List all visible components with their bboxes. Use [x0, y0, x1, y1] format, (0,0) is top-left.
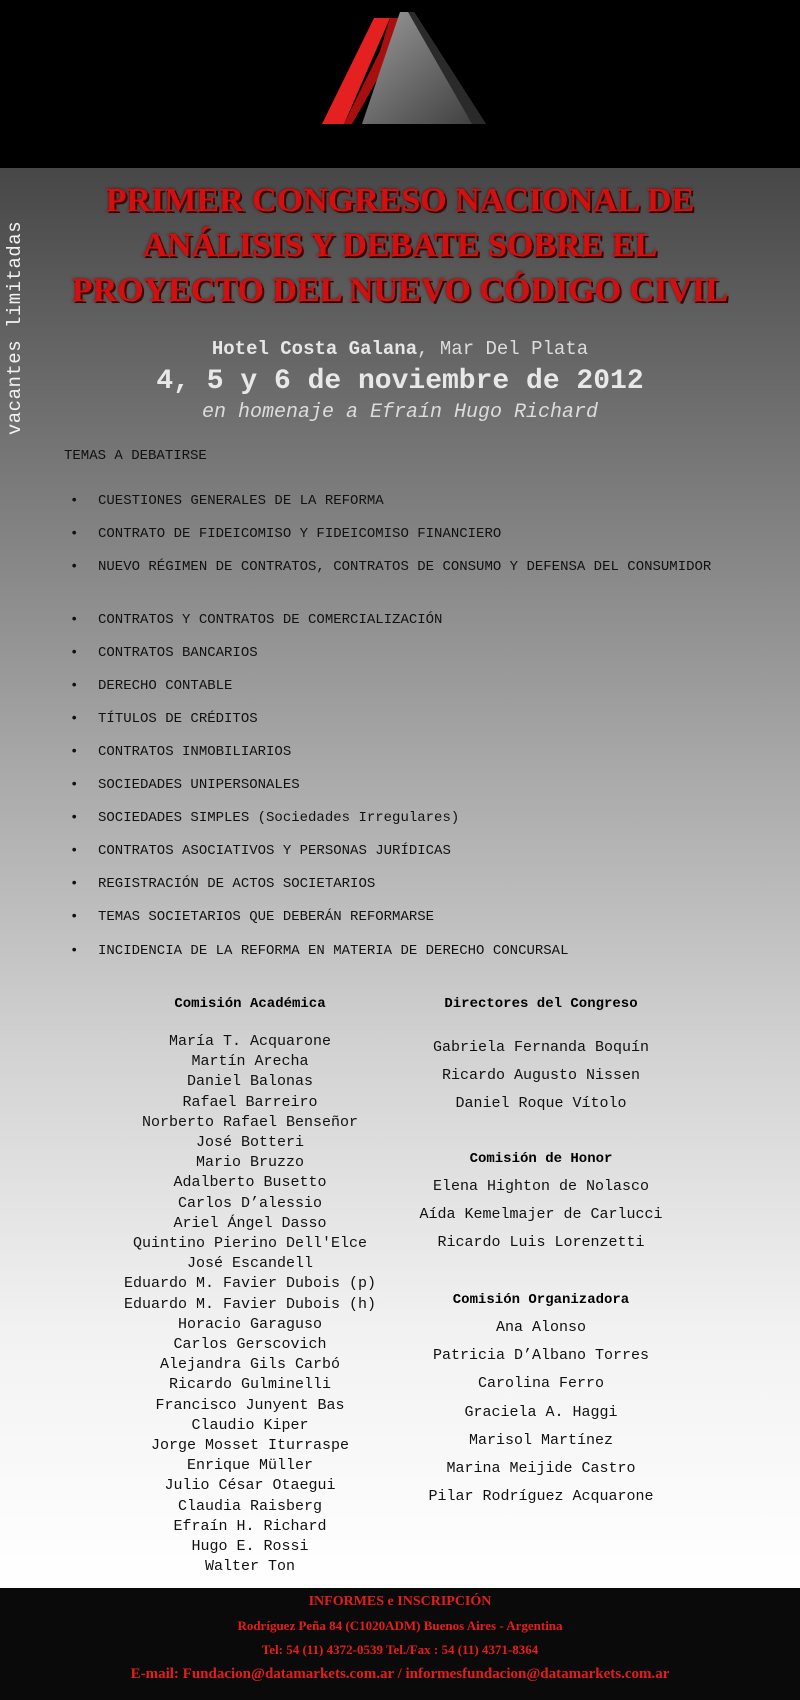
directores-heading: Directores del Congreso: [444, 996, 638, 1012]
bullet-icon: •: [70, 810, 79, 826]
comision-organizadora-heading: Comisión Organizadora: [452, 1292, 630, 1308]
comision-academica-list: [100, 1032, 400, 1577]
bullet-icon: •: [70, 645, 79, 661]
footer: [0, 1588, 800, 1700]
title-line: PROYECTO DEL NUEVO CÓDIGO CIVIL: [71, 272, 729, 309]
bullet-icon: •: [70, 876, 79, 892]
topic-text: CONTRATOS Y CONTRATOS DE COMERCIALIZACIÓN: [98, 612, 443, 628]
topics-heading: TEMAS A DEBATIRSE: [64, 448, 207, 464]
title-line: PRIMER CONGRESO NACIONAL DE: [105, 182, 695, 219]
member-name: Julio César Otaegui: [164, 1477, 336, 1495]
triangle-logo-icon: [322, 6, 486, 124]
directores-congreso: [400, 996, 682, 1119]
comision-honor-heading: Comisión de Honor: [469, 1151, 613, 1167]
event-dates: 4, 5 y 6 de noviembre de 2012: [156, 366, 644, 397]
member-name: Marina Meijide Castro: [446, 1460, 636, 1478]
member-name: María T. Acquarone: [168, 1033, 332, 1050]
comision-honor: [400, 1151, 682, 1258]
topic-item: [70, 743, 291, 762]
member-name: Adalberto Busetto: [173, 1174, 327, 1192]
member-name: Martín Arecha: [191, 1053, 309, 1071]
bullet-icon: •: [70, 526, 79, 542]
member-name: Quintino Pierino Dell'Elce: [132, 1235, 368, 1253]
member-name: Mario Bruzzo: [195, 1154, 305, 1172]
bullet-icon: •: [70, 612, 79, 628]
bullet-icon: •: [70, 711, 79, 727]
bullet-icon: •: [70, 909, 79, 925]
comision-organizadora: [400, 1292, 682, 1511]
footer-address: Rodríguez Peña 84 (C1020ADM) Buenos Aires - Argentina: [237, 1618, 563, 1633]
comision-academica: [100, 996, 400, 1577]
topic-text: TEMAS SOCIETARIOS QUE DEBERÁN REFORMARSE: [98, 909, 435, 925]
member-name: Patricia D’Albano Torres: [432, 1347, 650, 1365]
topic-text: CUESTIONES GENERALES DE LA REFORMA: [98, 493, 384, 509]
venue: [0, 338, 800, 360]
topic-text: CONTRATOS ASOCIATIVOS Y PERSONAS JURÍDICAS: [98, 843, 451, 859]
topic-text: REGISTRACIÓN DE ACTOS SOCIETARIOS: [98, 876, 376, 892]
side-tab-label: vacantes limitadas: [4, 220, 27, 435]
bullet-icon: •: [70, 843, 79, 859]
member-name: Horacio Garaguso: [177, 1315, 323, 1333]
member-name: Carolina Ferro: [477, 1375, 605, 1393]
topic-text: CONTRATO DE FIDEICOMISO Y FIDEICOMISO FINANCIERO: [98, 526, 502, 542]
topic-item: [70, 842, 451, 861]
footer-heading: INFORMES e INSCRIPCIÓN: [308, 1594, 492, 1609]
member-name: Eduardo M. Favier Dubois (p): [123, 1275, 377, 1293]
member-name: Francisco Junyent Bas: [155, 1396, 345, 1414]
footer-phone: Tel: 54 (11) 4372-0539 Tel./Fax : 54 (11) 4371-8364: [261, 1642, 539, 1657]
member-name: Gabriela Fernanda Boquín: [432, 1039, 650, 1056]
congress-title: [20, 178, 780, 313]
bullet-icon: •: [70, 943, 79, 959]
topic-item: [70, 710, 258, 729]
member-name: Walter Ton: [204, 1558, 295, 1576]
topic-item: [70, 644, 258, 663]
topic-item: [70, 942, 568, 961]
topic-item: [70, 908, 434, 927]
member-name: Eduardo M. Favier Dubois (h): [123, 1295, 377, 1313]
topic-item: [70, 525, 501, 544]
venue-city: , Mar Del Plata: [417, 338, 589, 360]
member-name: Rafael Barreiro: [182, 1093, 318, 1111]
member-name: José Botteri: [195, 1134, 305, 1152]
member-name: Enrique Müller: [186, 1457, 314, 1475]
bullet-icon: •: [70, 678, 79, 694]
bullet-icon: •: [70, 777, 79, 793]
topic-text: CONTRATOS INMOBILIARIOS: [98, 744, 292, 760]
member-name: Elena Highton de Nolasco: [432, 1178, 650, 1195]
topic-item: [70, 677, 232, 696]
member-name: Jorge Mosset Iturraspe: [150, 1437, 350, 1455]
topic-text: SOCIEDADES UNIPERSONALES: [98, 777, 300, 793]
member-name: Aída Kemelmajer de Carlucci: [419, 1206, 663, 1224]
venue-hotel: Hotel Costa Galana: [211, 338, 418, 360]
member-name: Daniel Balonas: [186, 1073, 314, 1091]
member-name: Carlos Gerscovich: [173, 1336, 327, 1354]
member-name: Carlos D’alessio: [177, 1194, 323, 1212]
member-name: Graciela A. Haggi: [464, 1403, 618, 1421]
member-name: Claudia Raisberg: [177, 1497, 323, 1515]
topic-item: [70, 611, 442, 630]
topic-text: NUEVO RÉGIMEN DE CONTRATOS, CONTRATOS DE CONSUMO Y DEFENSA DEL CONSUMIDOR: [98, 559, 712, 575]
directores-list: [400, 1034, 682, 1119]
bullet-icon: •: [70, 493, 79, 509]
member-name: Efraín H. Richard: [173, 1517, 327, 1535]
topic-text: DERECHO CONTABLE: [98, 678, 233, 694]
tribute: en homenaje a Efraín Hugo Richard: [201, 401, 599, 424]
member-name: Ariel Ángel Dasso: [173, 1214, 327, 1232]
topic-item: [70, 558, 730, 577]
member-name: Ricardo Luis Lorenzetti: [437, 1234, 645, 1252]
header-band: [0, 0, 800, 168]
member-name: José Escandell: [186, 1255, 314, 1273]
member-name: Hugo E. Rossi: [191, 1538, 309, 1556]
topic-item: [70, 492, 384, 511]
topic-item: [70, 875, 375, 894]
member-name: Marisol Martínez: [468, 1431, 614, 1449]
member-name: Pilar Rodríguez Acquarone: [428, 1488, 654, 1506]
topic-text: TÍTULOS DE CRÉDITOS: [98, 711, 258, 727]
comision-honor-list: [400, 1173, 682, 1258]
member-name: Daniel Roque Vítolo: [455, 1095, 627, 1113]
topic-text: INCIDENCIA DE LA REFORMA EN MATERIA DE DERECHO CONCURSAL: [98, 943, 569, 959]
bullet-icon: •: [70, 744, 79, 760]
topic-text: SOCIEDADES SIMPLES (Sociedades Irregulares): [98, 810, 460, 826]
member-name: Norberto Rafael Benseñor: [141, 1113, 359, 1131]
title-line: ANÁLISIS Y DEBATE SOBRE EL: [142, 227, 658, 264]
member-name: Ana Alonso: [495, 1319, 586, 1336]
topic-item: [70, 776, 300, 795]
member-name: Alejandra Gils Carbó: [159, 1356, 341, 1374]
footer-email-link[interactable]: E-mail: Fundacion@datamarkets.com.ar / informesfundacion@datamarkets.com.ar: [130, 1666, 670, 1682]
member-name: Claudio Kiper: [191, 1416, 309, 1434]
bullet-icon: •: [70, 559, 79, 575]
comision-academica-heading: Comisión Académica: [174, 996, 326, 1012]
member-name: Ricardo Gulminelli: [168, 1376, 332, 1394]
topic-item: [70, 809, 459, 828]
comision-organizadora-list: [400, 1314, 682, 1511]
member-name: Ricardo Augusto Nissen: [441, 1067, 641, 1085]
topic-text: CONTRATOS BANCARIOS: [98, 645, 258, 661]
